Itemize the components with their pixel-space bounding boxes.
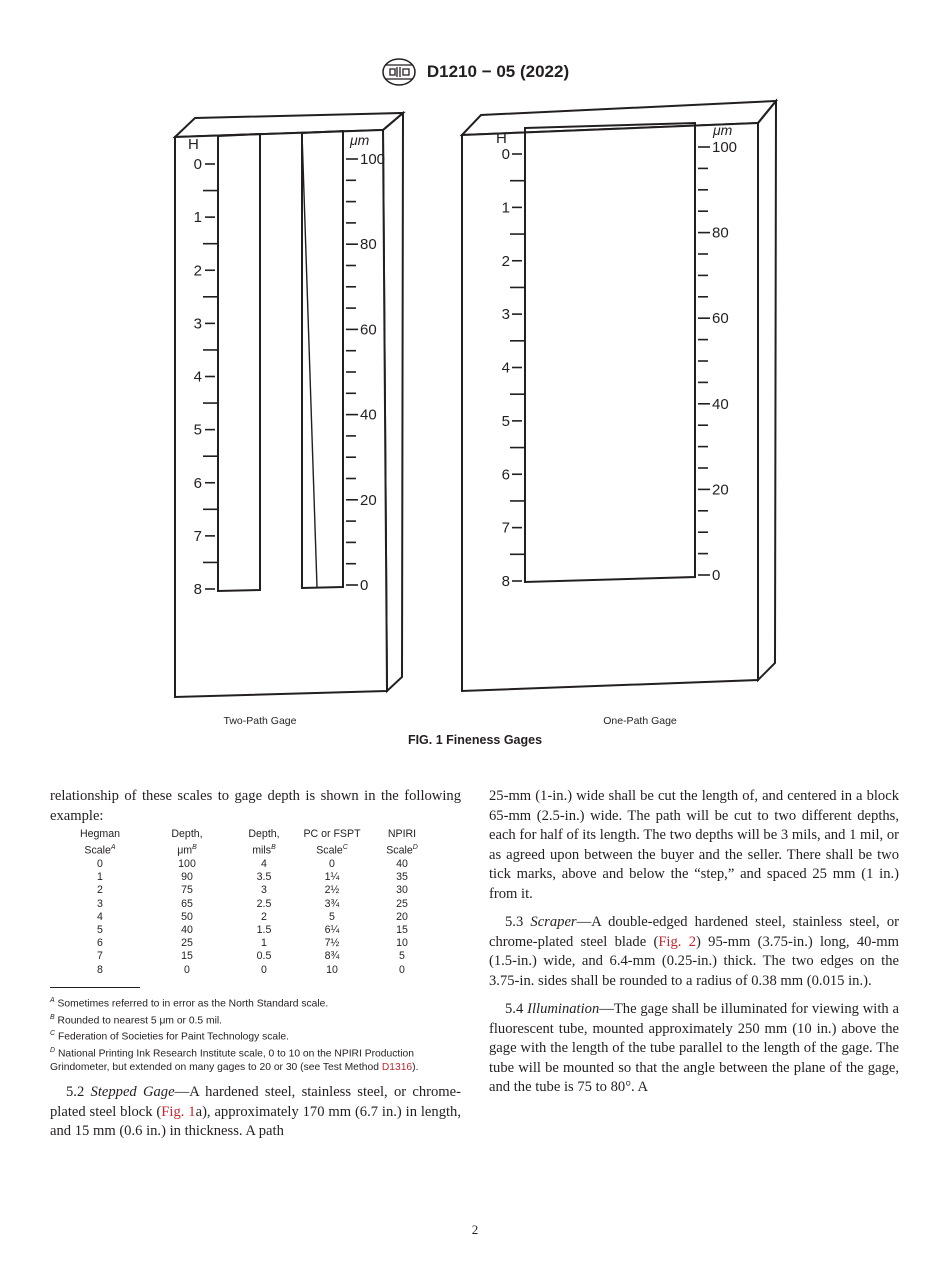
section-title: Scraper	[530, 914, 577, 930]
column-header: Depth, $\mu m^B$	[171, 828, 203, 857]
table-cell: 5	[97, 923, 103, 936]
table-row	[56, 964, 438, 977]
table-cell: 75	[181, 884, 193, 897]
standard-designation: D1210 − 05 (2022)	[426, 62, 570, 81]
table-cell: 3	[261, 884, 267, 897]
table-header-row	[56, 828, 438, 858]
table-cell: 0	[399, 963, 405, 976]
right-column	[489, 787, 899, 1098]
two-path-hegman-label: 8	[193, 581, 202, 598]
table-cell: 1	[97, 871, 103, 884]
column-header: Hegman Scale$^A$	[79, 828, 121, 857]
table-cell: 5	[399, 950, 405, 963]
one-path-gage-label: One-Path Gage	[603, 715, 677, 727]
page-number: 2	[471, 1222, 479, 1237]
table-cell: 35	[396, 871, 408, 884]
table-cell: 0	[97, 857, 103, 870]
table-cell: 40	[181, 923, 193, 936]
table-cell: 100	[178, 857, 196, 870]
one-path-micron-label: 20	[712, 481, 729, 499]
table-row	[56, 871, 438, 884]
table-cell: 10	[326, 963, 338, 976]
table-cell: 7½	[324, 937, 340, 950]
table-cell: 20	[396, 910, 408, 923]
one-path-hegman-label: 5	[501, 412, 510, 430]
table-cell: 1¼	[324, 871, 340, 884]
table-cell: 0.5	[256, 950, 272, 963]
table-cell: 30	[396, 884, 408, 897]
footnote: $^B$ Rounded to nearest 5 μm or 0.5 mil.	[50, 1013, 223, 1027]
table-cell: 15	[181, 950, 193, 963]
table-cell: 1.5	[256, 923, 272, 936]
section-5-2-continued: 25-mm (1-in.) wide shall be cut the length of, and centered in a block 65-mm (2.5-in.) wide. The path will be cut to two different depths, each for half of its length. The two depths will be 3 mils, and 1 mil, or as agreed upon between the buyer and the seller. There shall be two tick marks, above and below the “step,” and spaced 25 mm (1 in.) from it.	[489, 788, 899, 902]
section-title: Stepped Gage	[90, 1084, 175, 1101]
one-path-hegman-letter: H	[496, 130, 507, 147]
footnote: $^C$ Federation of Societies for Paint Technology scale.	[50, 1030, 289, 1043]
one-path-hegman-label: 1	[501, 199, 510, 217]
table-cell: 3	[97, 897, 103, 910]
table-cell: 7	[97, 950, 103, 963]
one-path-hegman-label: 7	[501, 519, 510, 537]
fig-1-link[interactable]: Fig. 1	[161, 1103, 196, 1120]
table-cell: 2½	[324, 884, 340, 897]
astm-logo-icon	[381, 57, 417, 87]
two-path-hegman-label: 1	[193, 209, 202, 227]
table-cell: 25	[396, 897, 408, 910]
table-cell: 40	[396, 857, 408, 870]
one-path-micron-label: 100	[712, 139, 738, 156]
two-path-hegman-label: 2	[193, 262, 202, 280]
table-cell: 90	[181, 871, 193, 884]
section-number: 5.2	[66, 1084, 85, 1101]
table-row	[56, 858, 438, 871]
two-path-gage	[175, 113, 403, 697]
table-cell: 50	[181, 910, 193, 923]
table-row	[56, 898, 438, 911]
table-cell: 4	[261, 857, 267, 870]
two-path-micron-label: 20	[360, 491, 377, 509]
table-cell: 10	[396, 937, 408, 950]
two-path-micron-label: 100	[360, 151, 386, 168]
column-header: PC or FSPT Scale$^C$	[303, 828, 361, 857]
column-header: Depth, mils$^B$	[248, 828, 280, 857]
table-row	[56, 884, 438, 897]
two-path-micron-label: 0	[360, 577, 369, 594]
fig-2-link[interactable]: Fig. 2	[658, 933, 697, 950]
two-path-hegman-letter: H	[188, 136, 199, 153]
table-row	[56, 911, 438, 924]
footnote: $^D$ National Printing Ink Research Institute scale, 0 to 10 on the NPIRI Production Grindometer, but extended on many gages to 20 or 30 (see Test Method D1316).	[50, 1047, 419, 1074]
two-path-micron-label: 60	[360, 321, 377, 339]
table-body	[56, 858, 438, 977]
two-path-gage-label: Two-Path Gage	[223, 715, 297, 727]
table-cell: 3.5	[256, 871, 272, 884]
table-cell: 8	[97, 963, 103, 976]
section-5-3: 5.3 Scraper—A double-edged hardened steel, stainless steel, or chrome-plated steel blade (Fig. 2) 95-mm (3.75-in.) long, 40-mm (1.5-in.) wide, and 6.4-mm (0.25-in.) thick. The two edges on the 3.75-in. sides shall be rounded to a radius of 0.38 mm (0.015 in.).	[489, 914, 900, 989]
table-cell: 4	[97, 910, 103, 923]
table-row	[56, 937, 438, 950]
two-path-micron-label: 80	[360, 236, 377, 254]
table-cell: 2	[97, 884, 103, 897]
two-path-hegman-label: 5	[193, 421, 202, 439]
fineness-gages-figure	[160, 95, 800, 735]
scales-table	[56, 828, 438, 977]
one-path-micron-label: 60	[712, 310, 729, 328]
table-cell: 0	[184, 963, 190, 976]
table-row	[56, 950, 438, 963]
table-cell: 25	[181, 937, 193, 950]
table-cell: 6	[97, 937, 103, 950]
one-path-micron-label: 40	[712, 395, 729, 413]
table-row	[56, 924, 438, 937]
left-column	[50, 787, 461, 1142]
two-path-hegman-label: 4	[193, 368, 202, 386]
two-path-hegman-label: 7	[193, 527, 202, 545]
table-cell: 1	[261, 937, 267, 950]
two-path-micron-unit: μm	[350, 132, 370, 148]
table-footnotes	[50, 994, 461, 1075]
table-cell: 6¼	[324, 923, 340, 936]
table-cell: 15	[396, 923, 408, 936]
one-path-micron-label: 0	[712, 567, 721, 584]
one-path-hegman-label: 0	[501, 146, 510, 163]
table-cell: 2	[261, 910, 267, 923]
section-5-2: 5.2 Stepped Gage—A hardened steel, stainless steel, or chrome-plated steel block (Fig. 1a), approximately 170 mm (6.7 in.) in length, and 15 mm (0.6 in.) in thickness. A path	[50, 1084, 461, 1140]
one-path-micron-label: 80	[712, 224, 729, 242]
column-header: NPIRI Scale$^D$	[386, 828, 418, 857]
section-title: Illumination	[527, 1001, 600, 1017]
one-path-hegman-label: 2	[501, 252, 510, 270]
footnote-divider	[50, 987, 140, 988]
two-path-hegman-label: 6	[193, 474, 202, 492]
one-path-hegman-label: 3	[501, 306, 510, 324]
table-cell: 65	[181, 897, 193, 910]
d1316-link[interactable]: D1316	[381, 1062, 413, 1074]
figure-caption: FIG. 1 Fineness Gages	[407, 733, 543, 747]
section-5-4: 5.4 Illumination—The gage shall be illuminated for viewing with a fluorescent tube, mounted approximately 250 mm (10 in.) above the gage with the length of the tube parallel to the length of the gage. The tube will be mounted so that the angle between the plane of the gage, and the tube is 75 to 80°. A	[489, 1001, 900, 1095]
two-path-hegman-label: 3	[193, 315, 202, 333]
one-path-micron-unit: μm	[713, 122, 733, 138]
page-header	[0, 57, 950, 87]
table-cell: 0	[329, 857, 335, 870]
table-cell: 5	[329, 910, 335, 923]
intro-paragraph: relationship of these scales to gage depth is shown in the following example:	[50, 788, 461, 824]
one-path-hegman-label: 4	[501, 359, 510, 377]
table-cell: 8¾	[324, 950, 340, 963]
table-cell: 3¾	[324, 897, 340, 910]
footnote: $^A$ Sometimes referred to in error as the North Standard scale.	[50, 996, 329, 1010]
one-path-hegman-label: 8	[501, 573, 510, 590]
one-path-gage	[462, 101, 776, 691]
table-cell: 0	[261, 963, 267, 976]
table-cell: 2.5	[256, 897, 272, 910]
two-path-micron-label: 40	[360, 406, 377, 424]
one-path-hegman-label: 6	[501, 466, 510, 484]
two-path-hegman-label: 0	[193, 156, 202, 173]
